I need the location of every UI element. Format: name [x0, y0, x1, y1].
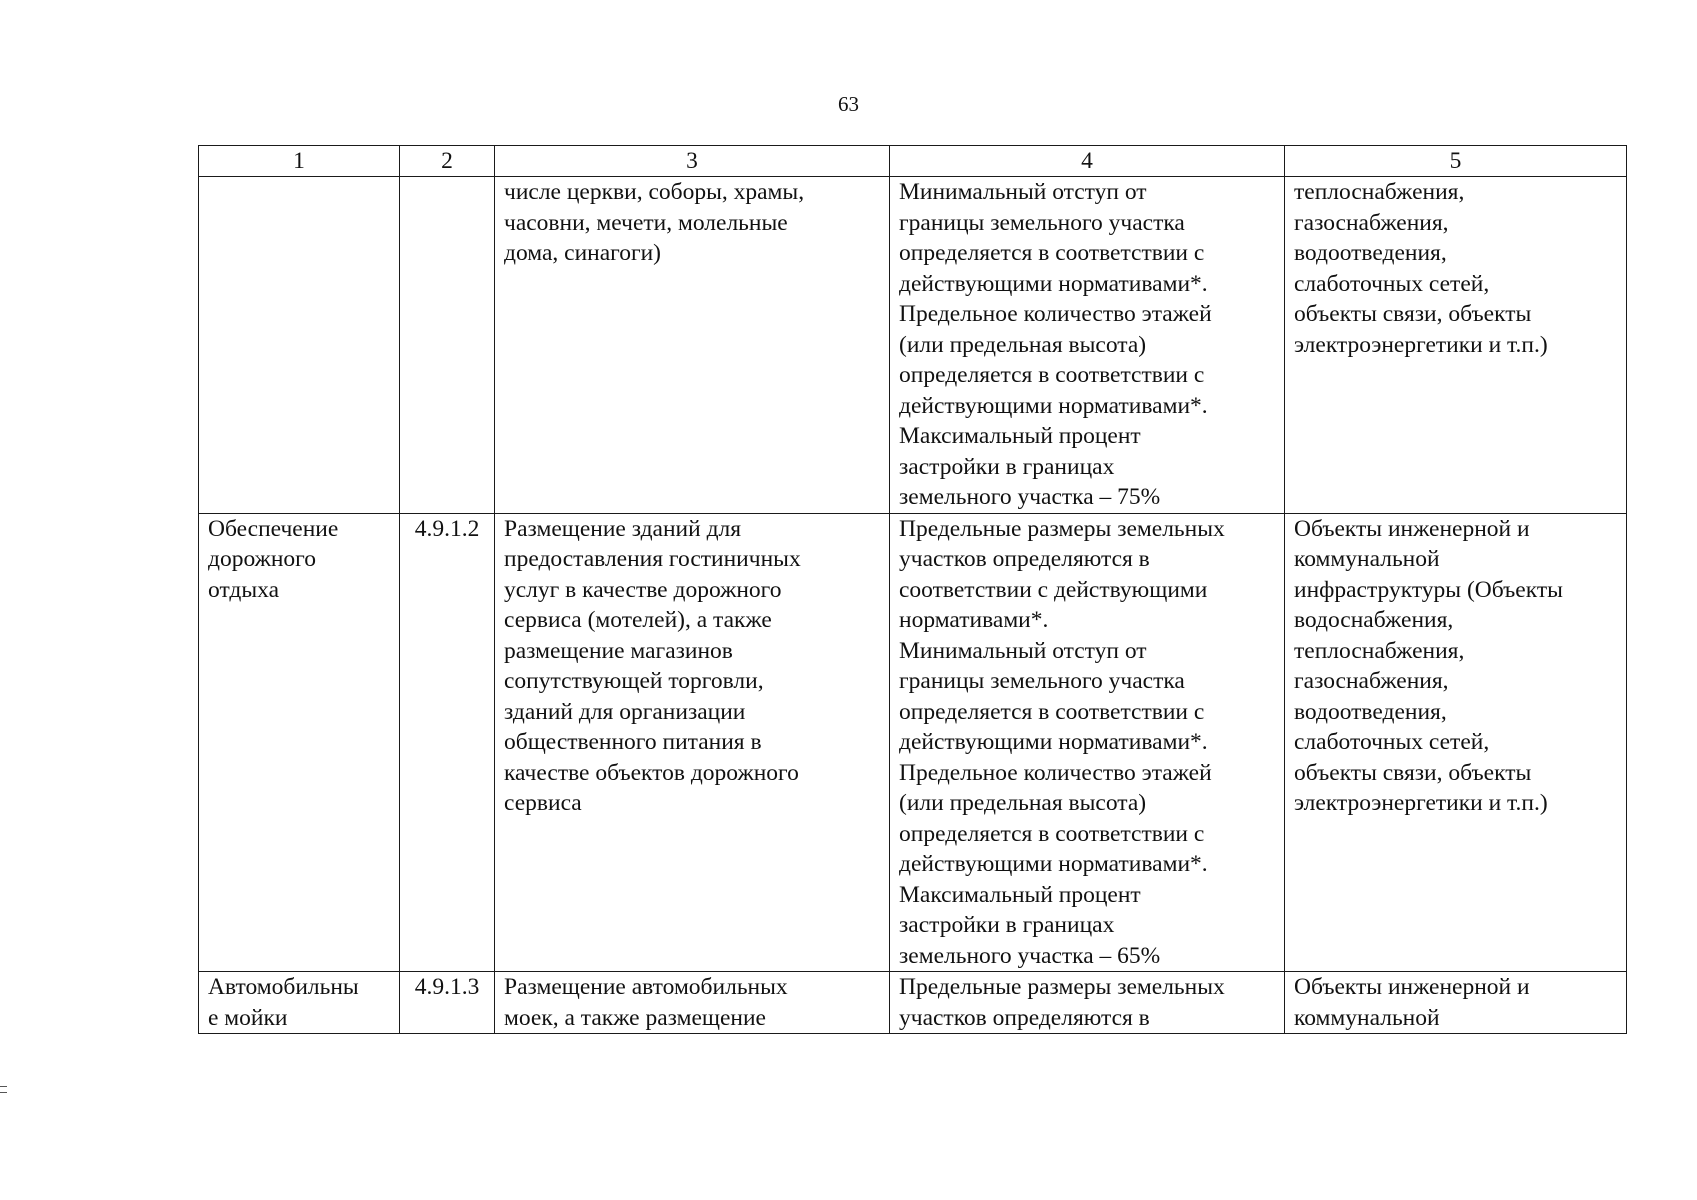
cell-text-line: Предельное количество этажей: [899, 301, 1212, 327]
cell-text-line: сервиса (мотелей), а также: [504, 607, 772, 633]
building-parameters-cell: [890, 177, 1285, 514]
cell-text-line: действующими нормативами*.: [899, 392, 1208, 419]
cell-text-line: водоотведения,: [1294, 240, 1447, 266]
cell-text-line: водоснабжения,: [1294, 607, 1454, 633]
cell-text-line: общественного питания в: [504, 729, 762, 755]
cell-text-line: сервиса: [504, 790, 582, 816]
permitted-objects-cell: [1285, 513, 1627, 972]
column-header-2: 2: [400, 146, 495, 177]
cell-text-line: Размещение автомобильных: [504, 974, 788, 1000]
cell-text-line: теплоснабжения,: [1294, 637, 1465, 664]
cell-text-line: Минимальный отступ от: [899, 637, 1147, 664]
column-header-4: 4: [890, 146, 1285, 177]
cell-text-line: (или предельная высота): [899, 331, 1147, 358]
cell-text-line: числе церкви, соборы, храмы,: [504, 179, 805, 205]
cell-text-line: участков определяются в: [899, 1004, 1150, 1031]
cell-text-line: коммунальной: [1294, 546, 1440, 572]
cell-text-line: е мойки: [208, 1004, 288, 1031]
cell-text-line: Размещение зданий для: [504, 515, 742, 542]
cell-text-line: соответствии с действующими: [899, 576, 1208, 603]
land-use-name-cell: [199, 177, 400, 514]
page-number: 63: [838, 92, 859, 116]
cell-text-line: определяется в соответствии с: [899, 240, 1205, 266]
permitted-objects-cell: [1285, 177, 1627, 514]
cell-text-line: определяется в соответствии с: [899, 820, 1205, 847]
cell-text-line: Максимальный процент: [899, 881, 1141, 908]
land-use-description-cell: [495, 972, 890, 1034]
column-header-3: 3: [495, 146, 890, 177]
land-use-description-cell: [495, 513, 890, 972]
cell-text-line: зданий для организации: [504, 698, 746, 725]
table-row: [199, 513, 1627, 972]
scan-artifact-mark: [0, 1086, 7, 1093]
cell-text-line: дома, синагоги): [504, 240, 662, 266]
table-row: [199, 972, 1627, 1034]
cell-text-line: действующими нормативами*.: [899, 729, 1208, 755]
cell-text-line: Предельные размеры земельных: [899, 974, 1225, 1000]
cell-text-line: газоснабжения,: [1294, 209, 1449, 236]
cell-text-line: моек, а также размещение: [504, 1004, 766, 1031]
cell-text-line: определяется в соответствии с: [899, 698, 1205, 725]
permitted-objects-cell: [1285, 972, 1627, 1034]
cell-text-line: слаботочных сетей,: [1294, 270, 1490, 297]
land-use-name-cell: [199, 513, 400, 972]
cell-text-line: Минимальный отступ от: [899, 179, 1147, 205]
cell-text-line: водоотведения,: [1294, 698, 1447, 725]
cell-text-line: Предельное количество этажей: [899, 759, 1212, 786]
table-body: [199, 177, 1627, 1034]
cell-text-line: участков определяются в: [899, 546, 1150, 572]
cell-text-line: (или предельная высота): [899, 790, 1147, 816]
cell-text-line: отдыха: [208, 576, 280, 603]
cell-text-line: объекты связи, объекты: [1294, 759, 1532, 786]
building-parameters-cell: [890, 513, 1285, 972]
column-header-1: 1: [199, 146, 400, 177]
land-use-description-cell: [495, 177, 890, 514]
cell-text-line: качестве объектов дорожного: [504, 759, 799, 786]
cell-text-line: объекты связи, объекты: [1294, 301, 1532, 327]
cell-text-line: границы земельного участка: [899, 209, 1185, 236]
cell-text-line: услуг в качестве дорожного: [504, 576, 782, 603]
land-use-code-cell: [400, 177, 495, 514]
table-row: [199, 177, 1627, 514]
cell-text-line: Объекты инженерной и: [1294, 974, 1530, 1000]
cell-text-line: Предельные размеры земельных: [899, 515, 1225, 542]
cell-text-line: инфраструктуры (Объекты: [1294, 576, 1563, 603]
cell-text-line: теплоснабжения,: [1294, 179, 1465, 205]
building-parameters-cell: [890, 972, 1285, 1034]
cell-text-line: Автомобильны: [208, 974, 359, 1000]
cell-text-line: газоснабжения,: [1294, 668, 1449, 694]
cell-text-line: нормативами*.: [899, 607, 1049, 633]
cell-text-line: часовни, мечети, молельные: [504, 209, 788, 236]
cell-text-line: земельного участка – 75%: [899, 484, 1161, 510]
land-use-code-cell: 4.9.1.3: [400, 972, 495, 1034]
table-header-row: [199, 146, 1627, 177]
zoning-table: [198, 145, 1627, 1034]
cell-text-line: электроэнергетики и т.п.): [1294, 331, 1548, 358]
cell-text-line: действующими нормативами*.: [899, 270, 1208, 297]
cell-text-line: Обеспечение: [208, 515, 339, 542]
column-header-5: 5: [1285, 146, 1627, 177]
cell-text-line: земельного участка – 65%: [899, 942, 1161, 969]
cell-text-line: границы земельного участка: [899, 668, 1185, 694]
cell-text-line: слаботочных сетей,: [1294, 729, 1490, 755]
cell-text-line: Максимальный процент: [899, 423, 1141, 449]
land-use-name-cell: [199, 972, 400, 1034]
cell-text-line: действующими нормативами*.: [899, 851, 1208, 877]
cell-text-line: застройки в границах: [899, 912, 1115, 938]
cell-text-line: застройки в границах: [899, 453, 1115, 480]
cell-text-line: размещение магазинов: [504, 637, 733, 664]
cell-text-line: Объекты инженерной и: [1294, 515, 1530, 542]
cell-text-line: сопутствующей торговли,: [504, 668, 764, 694]
land-use-code-cell: 4.9.1.2: [400, 513, 495, 972]
cell-text-line: определяется в соответствии с: [899, 362, 1205, 388]
cell-text-line: предоставления гостиничных: [504, 546, 801, 572]
cell-text-line: коммунальной: [1294, 1004, 1440, 1031]
cell-text-line: дорожного: [208, 546, 316, 572]
cell-text-line: электроэнергетики и т.п.): [1294, 790, 1548, 816]
